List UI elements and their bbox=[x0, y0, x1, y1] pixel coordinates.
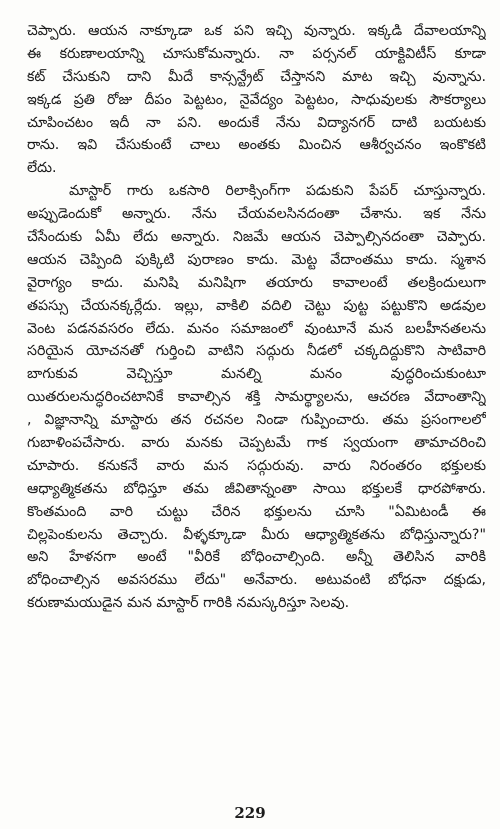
paragraph bbox=[27, 180, 486, 615]
text-line: ఈ కరుణాలయాన్ని చూసుకోమన్నారు. నా పర్సనల్ యాక్టివిటీస్ కూడా bbox=[27, 45, 486, 62]
text-line: వెంట పడనవసరం లేదు. మనం సమాజంలో వుంటూనే మన బలహీనతలను bbox=[27, 320, 486, 337]
text-line: చూపించటం ఇదీ నా పని. అందుకే నేను విద్యానగర్ దాటి బయటకు bbox=[27, 114, 486, 131]
text-line: వైరాగ్యం కాదు. మనిషి మనిషిగా తయారు కావాలంటే తలక్రిందులుగా bbox=[27, 274, 486, 291]
text-line: కొంతమంది వారి చుట్టు చేరిన భక్తులను చూసి "ఏమిటండీ ఈ bbox=[27, 503, 486, 520]
text-line: కట్ చేసుకుని దాని మీదే కాన్సన్ట్రేట్ చేస్తానని మాట ఇచ్చి వున్నాను. bbox=[27, 68, 486, 85]
text-line: ఆయన చెప్పింది పుక్కిటి పురాణం కాదు. మెట్ట వేదాంతము కాదు. స్మశాన bbox=[27, 251, 486, 268]
text-line: ఆధ్యాత్మికతను బోధిస్తూ తమ జీవితాన్నంతా సాయి భక్తులకే ధారపోశారు. bbox=[27, 480, 486, 497]
text-line: చిల్లపెంకులను తెచ్చారు. వీళ్ళక్కూడా మీరు ఆధ్యాత్మికతను బోధిస్తున్నారు?" bbox=[27, 526, 486, 543]
body-text bbox=[27, 20, 486, 615]
text-line: చెప్పారు. ఆయన నాక్కూడా ఒక పని ఇచ్చి వున్నారు. ఇక్కడి దేవాలయాన్ని bbox=[27, 23, 486, 39]
text-line: చూపారు. కనుకనే వారు మన సద్గురువు. వారు నిరంతరం భక్తులకు bbox=[27, 457, 486, 474]
text-line: మాస్టార్ గారు ఒకసారి రిలాక్సింగ్‌గా పడుకుని పేపర్ చూస్తున్నారు. bbox=[69, 183, 486, 200]
text-line: తపస్సు చేయనక్కర్లేదు. ఇల్లు, వాకిలి వదిలి చెట్టు పుట్ట పట్టుకొని అడవుల bbox=[27, 297, 486, 314]
text-line: సరియైన యోచనతో గుర్తించి వాటిని సద్గురు నీడలో చక్కదిద్దుకొని సాటివారి bbox=[27, 343, 486, 360]
text-line: బాగుకువ వెచ్చిస్తూ మనల్ని మనం వుద్ధరించుకుంటూ bbox=[27, 366, 486, 383]
text-line: బోధించాల్సిన అవసరము లేదు" అనేవారు. అటువంటి బోధనా దక్షుడు, bbox=[27, 572, 486, 589]
text-line: యితరులనుద్ధరించటానికే కావాల్సిన శక్తి సామర్థ్యాలను, ఆచరణ వేదాంతాన్ని bbox=[27, 389, 486, 406]
page-number: 229 bbox=[234, 804, 266, 822]
text-line: అప్పుడెందుకో అన్నారు. నేను చేయవలసినదంతా చేశాను. ఇక నేను bbox=[27, 206, 486, 223]
text-line: అని హేళనగా అంటే "వీరికే బోధించాల్సింది. అన్నీ తెలిసిన వారికి bbox=[27, 549, 486, 566]
text-line: ఇక్కడ ప్రతి రోజు దీపం పెట్టటం, నైవేద్యం పెట్టటం, సాధువులకు సౌకర్యాలు bbox=[27, 91, 486, 108]
text-line: లేదు. bbox=[27, 160, 57, 177]
text-line: కరుణామయుడైన మన మాస్టార్ గారికి నమస్కరిస్తూ సెలవు. bbox=[27, 595, 350, 612]
text-line: చేసేందుకు ఏమీ లేదు అన్నారు. నిజమే ఆయన చెప్పాల్సినదంతా చెప్పారు. bbox=[27, 229, 486, 246]
text-line: గుబాళింపచేసారు. వారు మనకు చెప్పటమే గాక స్వయంగా తామాచరించి bbox=[27, 435, 486, 452]
text-line: రాను. ఇవి చేసుకుంటే చాలు అంతకు మించిన ఆశీర్వచనం ఇంకొకటి bbox=[27, 137, 486, 154]
paragraph bbox=[27, 20, 486, 180]
text-line: , విజ్ఞానాన్ని మాస్టారు తన రచనల నిండా గుప్పించారు. తమ ప్రసంగాలలో bbox=[27, 412, 486, 429]
